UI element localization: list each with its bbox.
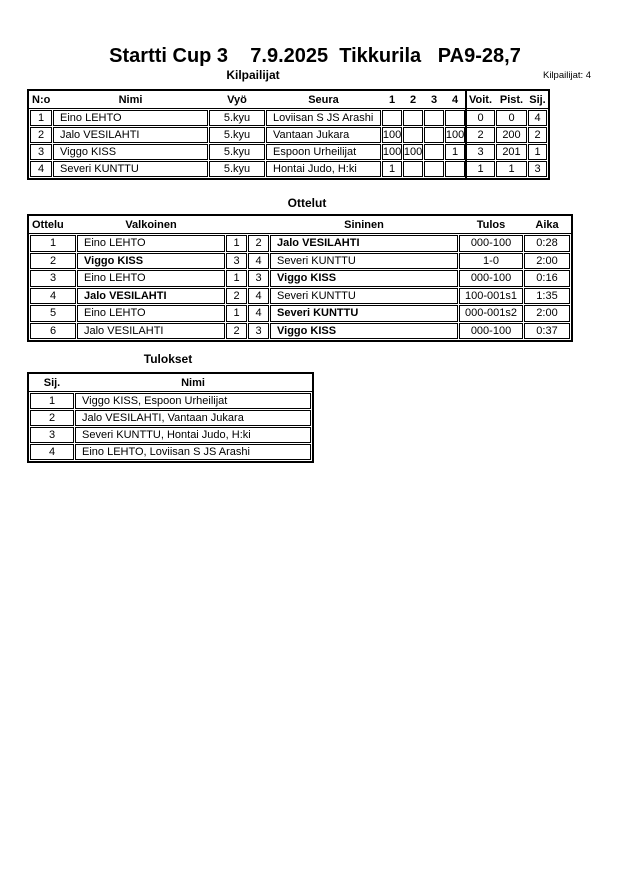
cell-sininen: Severi KUNTTU: [270, 288, 458, 305]
cell-nimi: Eino LEHTO: [53, 110, 208, 126]
cell-no: 2: [30, 127, 52, 143]
cell-r4: 1: [445, 144, 465, 160]
cell-sij: 2: [30, 410, 74, 426]
result-row: [30, 410, 311, 426]
column-header-tulos: Tulos: [476, 218, 506, 231]
column-header-3: 3: [430, 93, 438, 106]
result-row: [30, 393, 311, 409]
column-header-sij: Sij.: [529, 93, 546, 106]
cell-r1: 100: [382, 129, 402, 141]
cell-sininen: Severi KUNTTU: [270, 305, 458, 322]
cell-valkoinen: Jalo VESILAHTI: [77, 288, 225, 305]
table-header-row: [29, 91, 548, 109]
cell-sij: 4: [528, 110, 547, 126]
cell-valkoinen: Eino LEHTO: [77, 235, 225, 252]
cell-voit: 2: [466, 127, 495, 143]
cell-aika: 0:16: [524, 270, 570, 287]
cell-s_num: 2: [248, 235, 269, 252]
cell-sininen: Severi KUNTTU: [270, 253, 458, 270]
cell-pist: 201: [496, 144, 527, 160]
column-header-2: 2: [409, 93, 417, 106]
cell-seura: Hontai Judo, H:ki: [266, 161, 381, 177]
cell-v_num: 2: [226, 288, 247, 305]
column-header-nimi: Nimi: [181, 376, 205, 389]
cell-no: 4: [30, 161, 52, 177]
cell-s_num: 4: [248, 305, 269, 322]
cell-vyo: 5.kyu: [209, 110, 265, 126]
cell-pist: 200: [496, 127, 527, 143]
cell-seura: Loviisan S JS Arashi: [266, 110, 381, 126]
cell-sij: 3: [528, 161, 547, 177]
cell-r3: [424, 144, 444, 160]
cell-valkoinen: Viggo KISS: [77, 253, 225, 270]
cell-vyo: 5.kyu: [209, 161, 265, 177]
column-header-sininen: Sininen: [344, 218, 384, 231]
cell-nimi: Viggo KISS, Espoon Urheilijat: [75, 393, 311, 409]
cell-tulos: 000-001s2: [459, 305, 523, 322]
cell-sininen: Viggo KISS: [270, 323, 458, 340]
match-row: [30, 270, 570, 287]
table-header-row: [29, 374, 312, 392]
cell-sij: 3: [30, 427, 74, 443]
score-section-divider: [465, 91, 467, 178]
match-row: [30, 253, 570, 270]
cell-valkoinen: Jalo VESILAHTI: [77, 323, 225, 340]
cell-no: 3: [30, 270, 76, 287]
column-header-no: N:o: [32, 93, 51, 106]
table-header-row: [29, 216, 571, 234]
result-row: [30, 444, 311, 460]
cell-tulos: 000-100: [459, 323, 523, 340]
match-row: [30, 288, 570, 305]
cell-vyo: 5.kyu: [209, 144, 265, 160]
cell-voit: 1: [466, 161, 495, 177]
cell-sij: 1: [528, 144, 547, 160]
column-header-ottelu: Ottelu: [32, 218, 64, 231]
cell-v_num: 1: [226, 305, 247, 322]
cell-aika: 2:00: [524, 305, 570, 322]
cell-tulos: 1-0: [459, 253, 523, 270]
results-table: [27, 372, 314, 463]
competitor-row: [30, 127, 547, 143]
cell-no: 1: [30, 110, 52, 126]
cell-aika: 0:37: [524, 323, 570, 340]
cell-v_num: 2: [226, 323, 247, 340]
cell-nimi: Severi KUNTTU: [53, 161, 208, 177]
cell-s_num: 4: [248, 253, 269, 270]
cell-no: 4: [30, 288, 76, 305]
cell-aika: 0:28: [524, 235, 570, 252]
cell-pist: 0: [496, 110, 527, 126]
competitor-count-label: Kilpailijat: 4: [543, 70, 592, 81]
table-body: [29, 109, 548, 178]
results-heading: Tulokset: [143, 352, 193, 366]
table-body: [29, 392, 312, 461]
column-header-seura: Seura: [308, 93, 339, 106]
cell-sij: 1: [30, 393, 74, 409]
cell-sininen: Viggo KISS: [270, 270, 458, 287]
cell-vyo: 5.kyu: [209, 127, 265, 143]
cell-nimi: Jalo VESILAHTI: [53, 127, 208, 143]
cell-r2: [403, 110, 423, 126]
cell-s_num: 4: [248, 288, 269, 305]
cell-aika: 1:35: [524, 288, 570, 305]
cell-valkoinen: Eino LEHTO: [77, 270, 225, 287]
cell-sij: 4: [30, 444, 74, 460]
cell-r2: 100: [403, 146, 423, 158]
matches-heading: Ottelut: [287, 196, 327, 210]
cell-s_num: 3: [248, 270, 269, 287]
cell-seura: Vantaan Jukara: [266, 127, 381, 143]
competitor-row: [30, 110, 547, 126]
cell-no: 5: [30, 305, 76, 322]
cell-aika: 2:00: [524, 253, 570, 270]
competitors-heading: Kilpailijat: [226, 68, 280, 82]
column-header-pist: Pist.: [499, 93, 524, 106]
cell-r3: [424, 127, 444, 143]
cell-v_num: 1: [226, 235, 247, 252]
cell-sininen: Jalo VESILAHTI: [270, 235, 458, 252]
cell-sij: 2: [528, 127, 547, 143]
cell-r2: [403, 161, 423, 177]
page-title: Startti Cup 3 7.9.2025 Tikkurila PA9-28,7: [109, 45, 521, 67]
column-header-sij: Sij.: [43, 376, 61, 389]
cell-valkoinen: Eino LEHTO: [77, 305, 225, 322]
competitor-row: [30, 161, 547, 177]
cell-no: 2: [30, 253, 76, 270]
column-header-voit: Voit.: [468, 93, 492, 106]
cell-s_num: 3: [248, 323, 269, 340]
column-header-vy: Vyö: [227, 93, 247, 106]
competitor-row: [30, 144, 547, 160]
cell-r3: [424, 110, 444, 126]
cell-r4: 100: [445, 129, 465, 141]
result-row: [30, 427, 311, 443]
cell-r1: [382, 110, 402, 126]
cell-nimi: Jalo VESILAHTI, Vantaan Jukara: [75, 410, 311, 426]
column-header-valkoinen: Valkoinen: [125, 218, 177, 231]
cell-voit: 0: [466, 110, 495, 126]
cell-no: 1: [30, 235, 76, 252]
match-row: [30, 323, 570, 340]
cell-voit: 3: [466, 144, 495, 160]
cell-seura: Espoon Urheilijat: [266, 144, 381, 160]
cell-nimi: Viggo KISS: [53, 144, 208, 160]
cell-r1: 1: [382, 161, 402, 177]
competitors-table: [27, 89, 550, 180]
cell-nimi: Severi KUNTTU, Hontai Judo, H:ki: [75, 427, 311, 443]
cell-r4: [445, 161, 465, 177]
cell-v_num: 3: [226, 253, 247, 270]
column-header-aika: Aika: [535, 218, 559, 231]
cell-r3: [424, 161, 444, 177]
column-header-nimi: Nimi: [118, 93, 143, 106]
cell-r4: [445, 110, 465, 126]
column-header-1: 1: [388, 93, 396, 106]
cell-tulos: 000-100: [459, 235, 523, 252]
cell-v_num: 1: [226, 270, 247, 287]
cell-r1: 100: [382, 146, 402, 158]
match-row: [30, 235, 570, 252]
table-body: [29, 234, 571, 340]
cell-no: 3: [30, 144, 52, 160]
match-row: [30, 305, 570, 322]
matches-table: [27, 214, 573, 342]
cell-pist: 1: [496, 161, 527, 177]
column-header-4: 4: [451, 93, 459, 106]
cell-nimi: Eino LEHTO, Loviisan S JS Arashi: [75, 444, 311, 460]
cell-tulos: 100-001s1: [459, 288, 523, 305]
cell-no: 6: [30, 323, 76, 340]
cell-tulos: 000-100: [459, 270, 523, 287]
cell-r2: [403, 127, 423, 143]
